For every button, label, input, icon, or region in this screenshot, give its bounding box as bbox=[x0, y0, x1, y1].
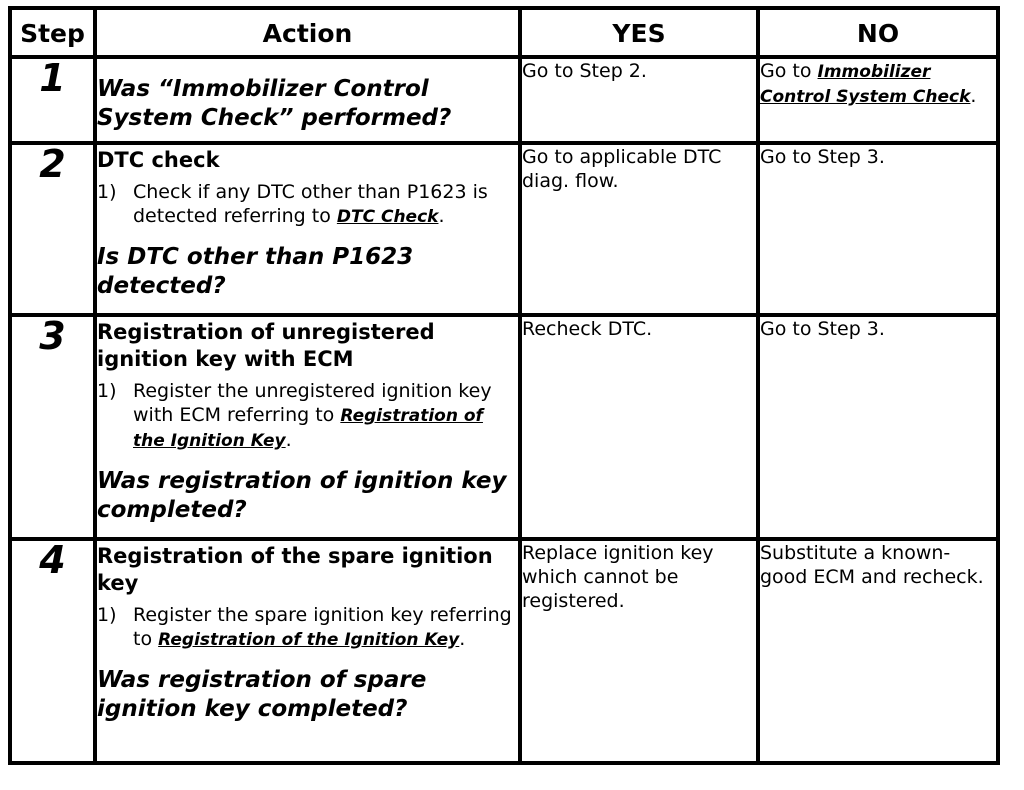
sub-step-end: . bbox=[459, 628, 466, 650]
sub-step-text bbox=[133, 180, 518, 229]
sub-step-number: 1) bbox=[97, 380, 117, 402]
step-title: Registration of unregistered ignition key with ECM bbox=[97, 320, 435, 371]
ignition-key-registration-link[interactable]: Registration of the Ignition Key bbox=[133, 406, 483, 451]
dtc-check-link[interactable]: DTC Check bbox=[336, 207, 439, 227]
step-question: Was registration of spare ignition key completed? bbox=[97, 667, 427, 722]
step-row-4 bbox=[10, 539, 998, 763]
step-number: 4 bbox=[10, 539, 95, 763]
sub-step bbox=[97, 379, 518, 453]
yes-cell: Go to Step 2. bbox=[520, 57, 758, 143]
step-number: 2 bbox=[10, 143, 95, 315]
yes-cell: Go to applicable DTC diag. flow. bbox=[520, 143, 758, 315]
sub-step-number: 1) bbox=[97, 181, 117, 203]
sub-step bbox=[97, 603, 518, 652]
ignition-key-registration-link[interactable]: Registration of the Ignition Key bbox=[158, 630, 460, 650]
sub-step bbox=[97, 180, 518, 229]
no-cell: Go to Step 3. bbox=[758, 315, 998, 539]
sub-step-end: . bbox=[285, 429, 292, 451]
step-title: Registration of the spare ignition key bbox=[97, 544, 493, 595]
no-cell: Substitute a known-good ECM and recheck. bbox=[758, 539, 998, 763]
step-row-3 bbox=[10, 315, 998, 539]
step-question: Was registration of ignition key completed? bbox=[97, 468, 507, 523]
yes-cell: Replace ignition key which cannot be registered. bbox=[520, 539, 758, 763]
header-row bbox=[10, 8, 998, 57]
no-text-end: . bbox=[970, 85, 977, 107]
sub-step-body: Register the spare ignition key referring to bbox=[133, 604, 512, 650]
step-question: Was “Immobilizer Control System Check” performed? bbox=[97, 76, 452, 131]
troubleshooting-table bbox=[8, 6, 1000, 765]
step-title: DTC check bbox=[97, 148, 220, 172]
sub-step-body: Register the unregistered ignition key with ECM referring to bbox=[133, 380, 492, 426]
immobilizer-check-link[interactable]: Immobilizer Control System Check bbox=[760, 62, 971, 107]
sub-step-text bbox=[133, 379, 518, 453]
header-no: NO bbox=[758, 8, 998, 57]
step-row-1 bbox=[10, 57, 998, 143]
header-step: Step bbox=[10, 8, 95, 57]
sub-step-text bbox=[133, 603, 518, 652]
step-row-2 bbox=[10, 143, 998, 315]
sub-step-body: Check if any DTC other than P1623 is detected referring to bbox=[133, 181, 488, 227]
action-cell bbox=[95, 539, 520, 763]
no-cell: Go to Step 3. bbox=[758, 143, 998, 315]
sub-step-end: . bbox=[438, 205, 445, 227]
no-cell bbox=[758, 57, 998, 143]
sub-step-number: 1) bbox=[97, 604, 117, 626]
header-yes: YES bbox=[520, 8, 758, 57]
step-question: Is DTC other than P1623 detected? bbox=[97, 244, 414, 299]
step-number: 3 bbox=[10, 315, 95, 539]
action-cell bbox=[95, 143, 520, 315]
yes-cell: Recheck DTC. bbox=[520, 315, 758, 539]
action-cell bbox=[95, 315, 520, 539]
step-number: 1 bbox=[10, 57, 95, 143]
no-text: Go to bbox=[760, 60, 818, 82]
header-action: Action bbox=[95, 8, 520, 57]
action-cell bbox=[95, 57, 520, 143]
